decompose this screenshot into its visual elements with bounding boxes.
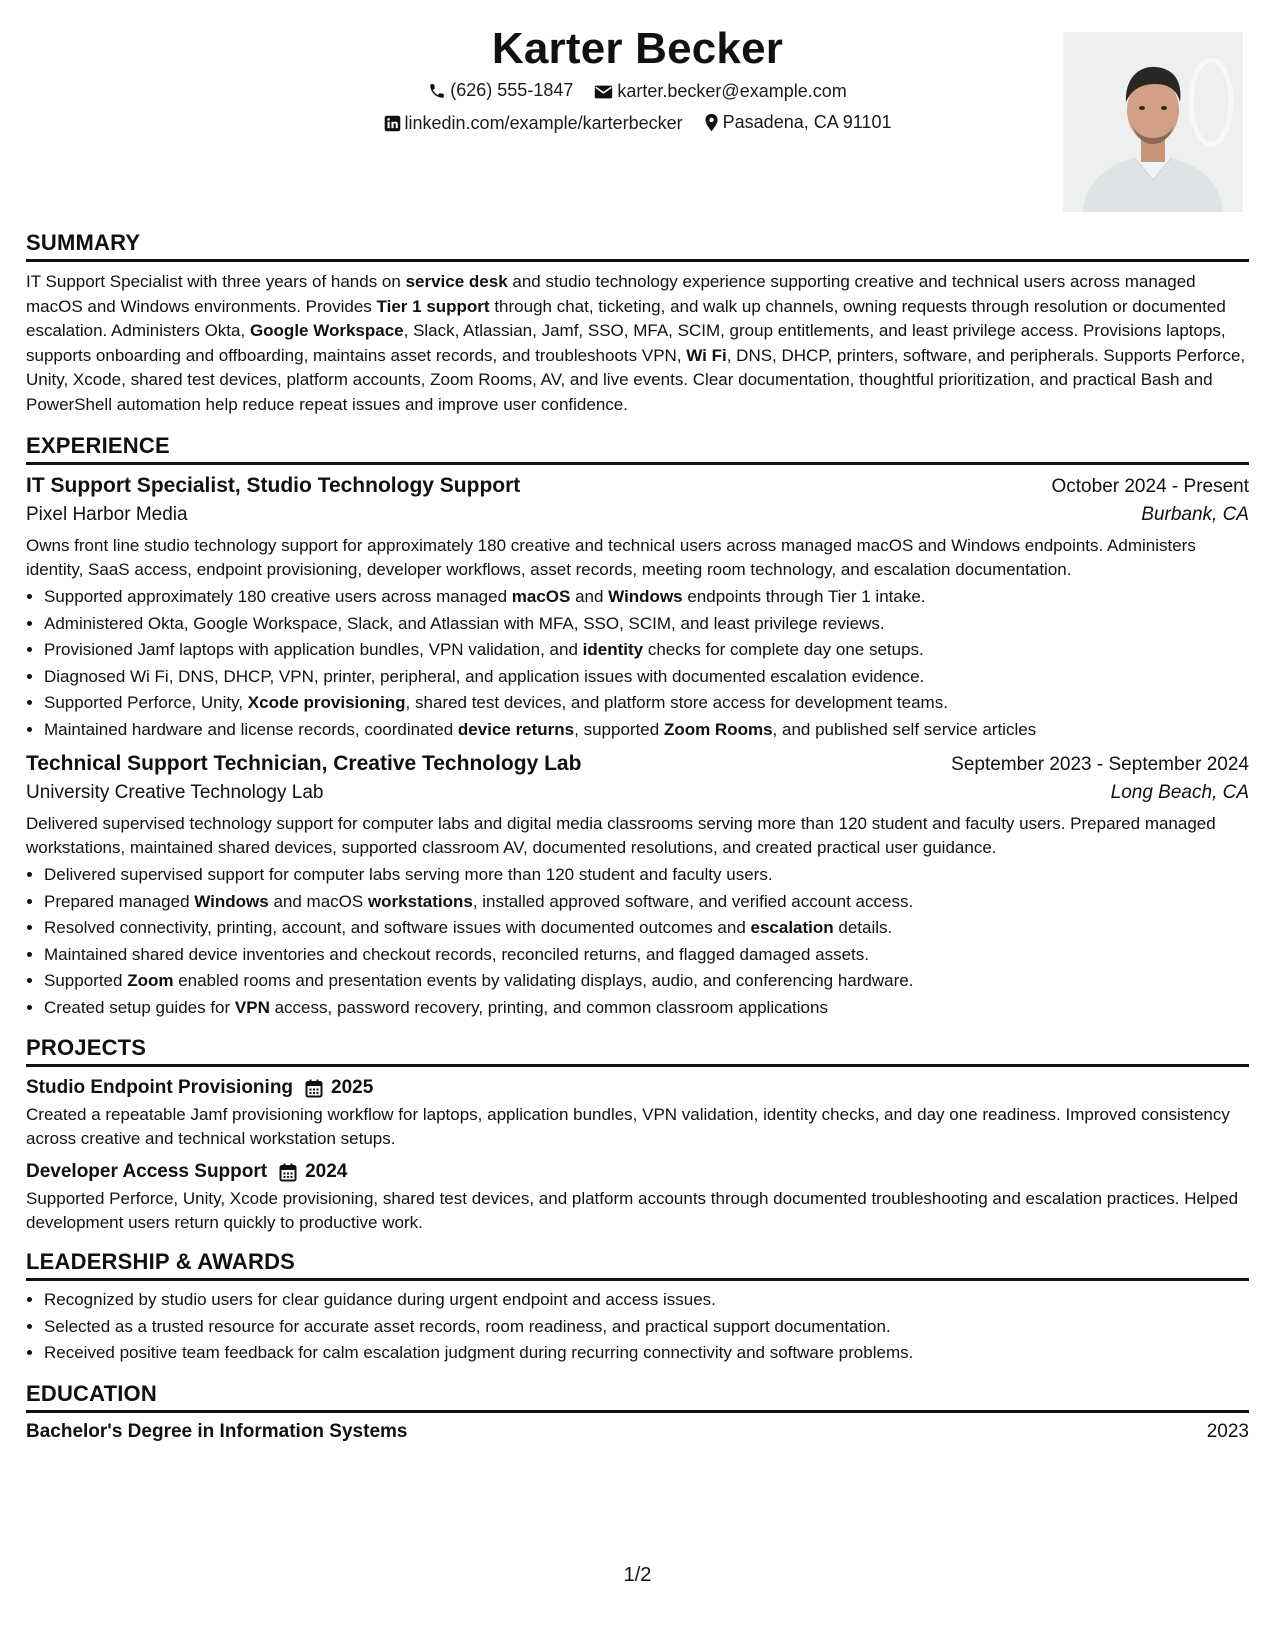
leadership-bullet: • Selected as a trusted resource for accurate asset records, room readiness, and practical support documentation. bbox=[44, 1314, 1249, 1341]
calendar-icon bbox=[279, 1163, 297, 1182]
job-entry bbox=[26, 752, 1249, 1021]
text-run: Prepared managed bbox=[44, 891, 195, 911]
text-run: details. bbox=[833, 918, 893, 937]
education-section bbox=[26, 1381, 1249, 1443]
job-bullet bbox=[44, 915, 1249, 942]
job-subheader bbox=[26, 504, 1249, 526]
bold-text: workstations bbox=[367, 891, 473, 911]
job-bullets bbox=[26, 584, 1249, 743]
text-run: Delivered supervised support for computer labs serving more than 120 student and faculty users. bbox=[44, 865, 773, 884]
email-text: karter.becker@example.com bbox=[617, 81, 847, 101]
bold-text: Wi Fi bbox=[686, 345, 727, 365]
project-description: Supported Perforce, Unity, Xcode provisioning, shared test devices, and platform accounts through documented troubleshooting and escalation practices. Helped development users return quickly to productive work. bbox=[26, 1189, 1239, 1232]
calendar-icon bbox=[305, 1079, 323, 1098]
phone-contact bbox=[428, 80, 573, 101]
bold-text: Tier 1 support bbox=[376, 296, 490, 316]
projects-heading: PROJECTS bbox=[26, 1035, 1249, 1067]
text-run: endpoints through Tier 1 intake. bbox=[682, 587, 926, 606]
text-run: access, password recovery, printing, and common classroom applications bbox=[269, 997, 828, 1017]
text-run: Supported approximately 180 creative users across managed bbox=[44, 587, 512, 606]
text-run: , shared test devices, and platform store access for development teams. bbox=[405, 693, 948, 712]
leadership-bullet: • Received positive team feedback for calm escalation judgment during recurring connectivity and software problems. bbox=[44, 1340, 1249, 1367]
text-run: , Slack, Atlassian, Jamf, SSO, MFA, SCIM, group entitlements, and least privilege access. Provisions laptops, supports onboarding and offboarding, maintains asset records, and troubleshoots VPN, bbox=[26, 321, 1226, 365]
resume-header bbox=[26, 20, 1249, 216]
project-name: Studio Endpoint Provisioning bbox=[26, 1077, 294, 1098]
bold-text: Zoom Rooms bbox=[663, 719, 773, 739]
project-entry bbox=[26, 1161, 1249, 1235]
text-run: and studio technology experience supporting creative and technical users across managed macOS and Windows environments. Provides bbox=[26, 272, 1196, 316]
summary-text bbox=[26, 270, 1249, 417]
job-bullet bbox=[44, 995, 1249, 1022]
text-run: Created setup guides for bbox=[44, 997, 235, 1017]
job-dates: October 2024 - Present bbox=[1051, 476, 1249, 497]
job-bullet bbox=[44, 862, 1249, 889]
profile-photo bbox=[1063, 32, 1243, 212]
project-header bbox=[26, 1077, 1249, 1099]
job-dates: September 2023 - September 2024 bbox=[951, 754, 1249, 775]
experience-heading: EXPERIENCE bbox=[26, 433, 1249, 465]
text-run: Resolved connectivity, printing, account, and software issues with documented outcomes and bbox=[44, 918, 751, 937]
education-entry bbox=[26, 1421, 1249, 1443]
projects-section bbox=[26, 1035, 1249, 1235]
job-bullet bbox=[44, 968, 1249, 995]
bold-text: macOS bbox=[511, 587, 571, 606]
text-run: Administered Okta, Google Workspace, Slack, and Atlassian with MFA, SSO, SCIM, and least privilege reviews. bbox=[44, 613, 885, 633]
job-description: Delivered supervised technology support for computer labs and digital media classrooms serving more than 120 student and faculty users. Prepared managed workstations, maintained shared devices, supported classroom AV, documented resolutions, and created practical user guidance. bbox=[26, 814, 1216, 857]
project-header bbox=[26, 1161, 1249, 1183]
text-run: Diagnosed Wi Fi, DNS, DHCP, VPN, printer, peripheral, and application issues with documented escalation evidence. bbox=[44, 666, 925, 686]
text-run: IT Support Specialist with three years of hands on bbox=[26, 272, 406, 291]
project-year: 2025 bbox=[331, 1077, 374, 1098]
leadership-bullets bbox=[26, 1287, 1249, 1367]
page-number: 1/2 bbox=[623, 1564, 652, 1586]
envelope-icon bbox=[594, 84, 613, 100]
bold-text: Zoom bbox=[127, 971, 174, 990]
job-description: Owns front line studio technology support for approximately 180 creative and technical users across managed macOS and Windows endpoints. Administers identity, SaaS access, endpoint provisioning, developer workflows, asset records, meeting room technology, and escalation documentation. bbox=[26, 536, 1196, 579]
text-run: Supported Perforce, Unity, bbox=[44, 693, 248, 712]
education-heading: EDUCATION bbox=[26, 1381, 1249, 1413]
linkedin-icon bbox=[384, 115, 401, 132]
linkedin-text: linkedin.com/example/karterbecker bbox=[404, 113, 683, 133]
leadership-bullet: • Recognized by studio users for clear guidance during urgent endpoint and access issues. bbox=[44, 1287, 1249, 1314]
job-bullet bbox=[44, 690, 1249, 717]
text-run: , DNS, DHCP, printers, software, and peripherals. Supports Perforce, Unity, Xcode, shared test devices, platform accounts, Zoom Rooms, AV, and live events. Clear documentation, thoughtful prioritization, and practical Bash and PowerShell automation help reduce repeat issues and improve user confidence. bbox=[26, 345, 1246, 414]
job-location: Burbank, CA bbox=[1141, 504, 1249, 525]
profile-photo-portrait bbox=[1063, 32, 1243, 212]
email-contact[interactable] bbox=[594, 81, 846, 102]
text-run: , installed approved software, and verified account access. bbox=[472, 891, 914, 911]
text-run: Provisioned Jamf laptops with application bundles, VPN validation, and bbox=[44, 640, 583, 659]
text-run: and bbox=[570, 587, 609, 606]
summary-heading: SUMMARY bbox=[26, 230, 1249, 262]
bold-text: Windows bbox=[194, 891, 269, 911]
bold-text: Xcode provisioning bbox=[247, 693, 406, 712]
job-entry bbox=[26, 474, 1249, 743]
summary-section bbox=[26, 230, 1249, 417]
bold-text: identity bbox=[582, 640, 644, 659]
education-year: 2023 bbox=[1206, 1420, 1249, 1442]
job-company: Pixel Harbor Media bbox=[26, 504, 188, 525]
text-run: checks for complete day one setups. bbox=[643, 640, 924, 659]
job-bullet bbox=[44, 942, 1249, 969]
text-run: , and published self service articles bbox=[772, 719, 1037, 739]
leadership-section bbox=[26, 1249, 1249, 1367]
text-run: Maintained hardware and license records, coordinated bbox=[44, 719, 458, 739]
job-bullet bbox=[44, 611, 1249, 638]
text-run: , supported bbox=[574, 719, 664, 739]
linkedin-contact[interactable] bbox=[384, 113, 683, 134]
job-location: Long Beach, CA bbox=[1110, 782, 1249, 803]
bold-text: VPN bbox=[234, 997, 270, 1017]
job-title: IT Support Specialist, Studio Technology Support bbox=[26, 474, 521, 497]
candidate-name: Karter Becker bbox=[491, 24, 784, 73]
job-header bbox=[26, 752, 1249, 776]
map-pin-icon bbox=[704, 113, 719, 132]
job-bullet bbox=[44, 717, 1249, 744]
location-text: Pasadena, CA 91101 bbox=[722, 112, 892, 132]
project-entry bbox=[26, 1077, 1249, 1151]
project-name: Developer Access Support bbox=[26, 1161, 268, 1182]
resume-page bbox=[26, 20, 1249, 1443]
text-run: through chat, ticketing, and walk up channels, owning requests through resolution or documented escalation. Administers Okta, bbox=[26, 296, 1226, 340]
bold-text: Windows bbox=[608, 587, 683, 606]
text-run: enabled rooms and presentation events by validating displays, audio, and conferencing hardware. bbox=[173, 971, 914, 990]
project-year: 2024 bbox=[305, 1161, 348, 1182]
bold-text: device returns bbox=[457, 719, 575, 739]
bold-text: service desk bbox=[405, 272, 508, 291]
job-bullet bbox=[44, 889, 1249, 916]
job-header bbox=[26, 474, 1249, 498]
job-bullets bbox=[26, 862, 1249, 1021]
job-bullet bbox=[44, 664, 1249, 691]
job-company: University Creative Technology Lab bbox=[26, 782, 324, 803]
project-description: Created a repeatable Jamf provisioning workflow for laptops, application bundles, VPN validation, identity checks, and day one readiness. Improved consistency across creative and technical workstation setups. bbox=[26, 1105, 1230, 1148]
experience-section bbox=[26, 433, 1249, 1021]
text-run: Maintained shared device inventories and checkout records, reconciled returns, and flagged damaged assets. bbox=[44, 944, 869, 964]
bold-text: escalation bbox=[750, 918, 834, 937]
text-run: Supported bbox=[44, 971, 128, 990]
location-contact bbox=[704, 112, 892, 133]
phone-text: (626) 555-1847 bbox=[450, 80, 574, 100]
text-run: and macOS bbox=[268, 891, 368, 911]
job-bullet bbox=[44, 584, 1249, 611]
phone-icon bbox=[428, 82, 446, 100]
job-subheader bbox=[26, 782, 1249, 804]
leadership-heading: LEADERSHIP & AWARDS bbox=[26, 1249, 1249, 1281]
education-degree: Bachelor's Degree in Information Systems bbox=[26, 1420, 408, 1442]
job-title: Technical Support Technician, Creative Technology Lab bbox=[26, 752, 582, 775]
bold-text: Google Workspace bbox=[249, 321, 404, 340]
job-bullet bbox=[44, 637, 1249, 664]
